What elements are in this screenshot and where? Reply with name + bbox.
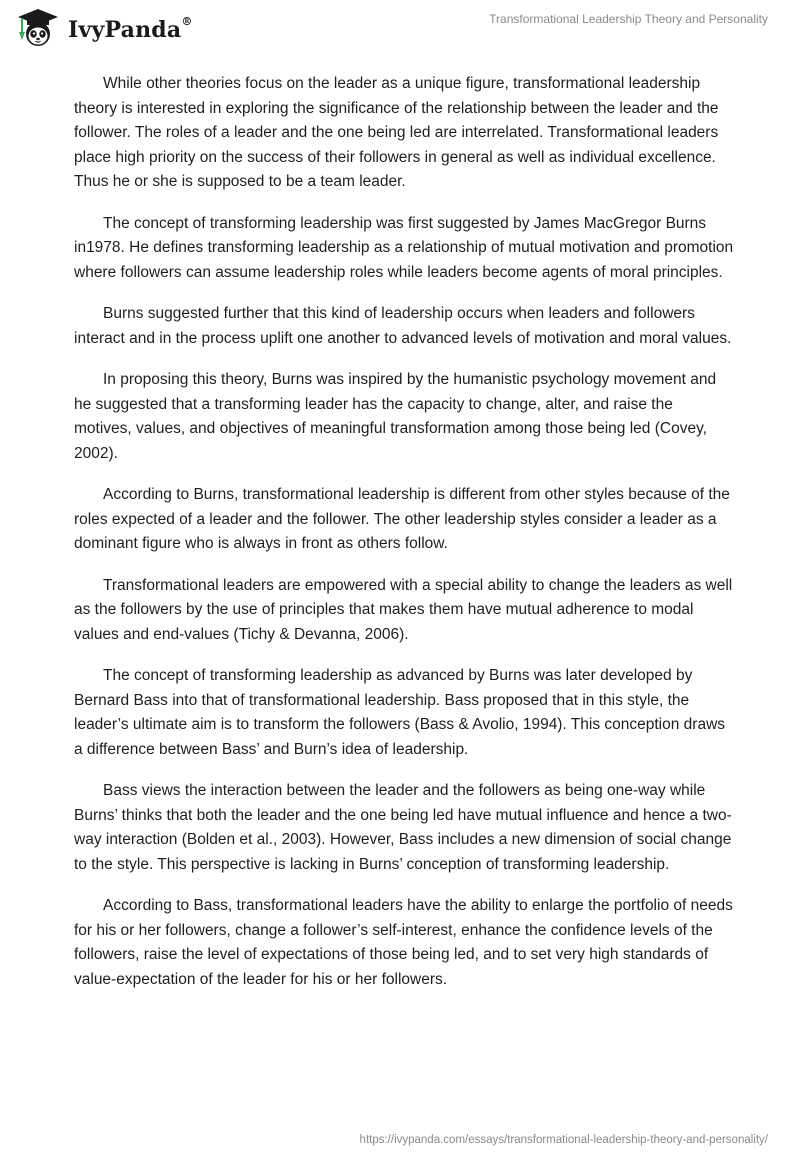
paragraph: While other theories focus on the leader as a unique figure, transformational leadership theory is interested in exploring the significance of the relationship between the leader and the follower. The roles of a leader and the one being led are interrelated. Transformational leaders place high priority on the success of their followers in general as well as individual excellence. Thus he or she is supposed to be a team leader. [74, 75, 719, 190]
document-title: Transformational Leadership Theory and Personality [489, 12, 768, 26]
footer-source-url[interactable]: https://ivypanda.com/essays/transformational-leadership-theory-and-personality/ [359, 1134, 768, 1146]
essay-body [74, 72, 734, 1009]
paragraph: The concept of transforming leadership as advanced by Burns was later developed by Bernard Bass into that of transformational leadership. Bass proposed that in this style, the leader’s ultimate aim is to transform the followers (Bass & Avolio, 1994). This conception draws a difference between Bass’ and Burn’s idea of leadership. [74, 667, 726, 758]
panda-graduate-icon [14, 8, 62, 48]
logo-text: IvyPanda® [68, 14, 193, 43]
paragraph: The concept of transforming leadership was first suggested by James MacGregor Burns in1978. He defines transforming leadership as a relationship of mutual motivation and promotion where followers can assume leadership roles while leaders become agents of moral principles. [74, 214, 734, 281]
paragraph: According to Bass, transformational leaders have the ability to enlarge the portfolio of needs for his or her followers, change a follower’s self-interest, enhance the confidence levels of the followers, raise the level of expectations of those being led, and to set very high standards of value-expectation of the leader for his or her followers. [74, 897, 733, 988]
ivypanda-logo[interactable] [14, 8, 193, 48]
paragraph: In proposing this theory, Burns was inspired by the humanistic psychology movement and he suggested that a transforming leader has the capacity to change, alter, and raise the motives, values, and objectives of meaningful transformation among those being led (Covey, 2002). [74, 371, 717, 462]
paragraph: Transformational leaders are empowered with a special ability to change the leaders as well as the followers by the use of principles that makes them have mutual adherence to modal values and end-values (Tichy & Devanna, 2006). [74, 576, 733, 643]
paragraph: Bass views the interaction between the leader and the followers as being one-way while Burns’ thinks that both the leader and the one being led have mutual influence and hence a two-way interaction (Bolden et al., 2003). However, Bass includes a new dimension of social change to the style. This perspective is lacking in Burns’ conception of transforming leadership. [74, 782, 732, 873]
page-header [0, 0, 800, 60]
paragraph: Burns suggested further that this kind of leadership occurs when leaders and followers interact and in the process uplift one another to advanced levels of motivation and moral values. [74, 305, 732, 347]
paragraph: According to Burns, transformational leadership is different from other styles because of the roles expected of a leader and the follower. The other leadership styles consider a leader as a dominant figure who is always in front as others follow. [74, 486, 730, 552]
